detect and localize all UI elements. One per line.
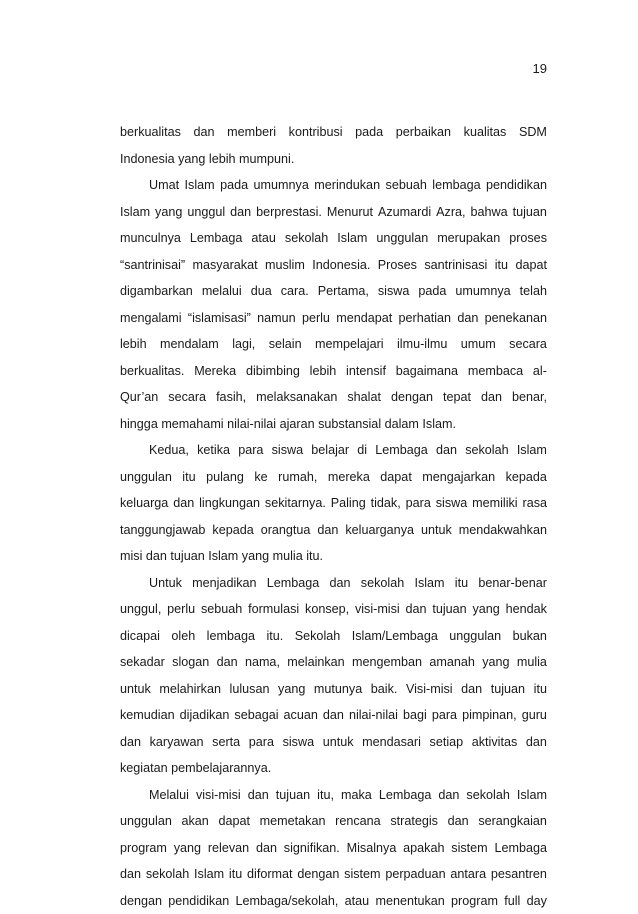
text-line: dan sekolah Islam itu diformat dengan sistem perpaduan antara pesantren xyxy=(120,861,547,888)
text-line: Melalui visi-misi dan tujuan itu, maka Lembaga dan sekolah Islam xyxy=(120,782,547,809)
text-line: untuk melahirkan lulusan yang mutunya baik. Visi-misi dan tujuan itu xyxy=(120,676,547,703)
text-line: unggulan itu pulang ke rumah, mereka dapat mengajarkan kepada xyxy=(120,464,547,491)
text-line: berkualitas dan memberi kontribusi pada perbaikan kualitas SDM xyxy=(120,119,547,146)
text-line: Umat Islam pada umumnya merindukan sebuah lembaga pendidikan xyxy=(120,172,547,199)
text-line: Untuk menjadikan Lembaga dan sekolah Islam itu benar-benar xyxy=(120,570,547,597)
text-line: kegiatan pembelajarannya. xyxy=(120,755,547,782)
text-line: mengalami “islamisasi” namun perlu mendapat perhatian dan penekanan xyxy=(120,305,547,332)
text-line: unggulan akan dapat memetakan rencana strategis dan serangkaian xyxy=(120,808,547,835)
text-line: Indonesia yang lebih mumpuni. xyxy=(120,146,547,173)
text-line: Kedua, ketika para siswa belajar di Lembaga dan sekolah Islam xyxy=(120,437,547,464)
page-number: 19 xyxy=(533,61,547,77)
text-line: sekadar slogan dan nama, melainkan mengemban amanah yang mulia xyxy=(120,649,547,676)
text-line: Qur’an secara fasih, melaksanakan shalat dengan tepat dan benar, xyxy=(120,384,547,411)
text-line: misi dan tujuan Islam yang mulia itu. xyxy=(120,543,547,570)
text-line: keluarga dan lingkungan sekitarnya. Paling tidak, para siswa memiliki rasa xyxy=(120,490,547,517)
text-line: dicapai oleh lembaga itu. Sekolah Islam/Lembaga unggulan bukan xyxy=(120,623,547,650)
text-line: tanggungjawab kepada orangtua dan keluarganya untuk mendakwahkan xyxy=(120,517,547,544)
text-line: munculnya Lembaga atau sekolah Islam unggulan merupakan proses xyxy=(120,225,547,252)
text-line: berkualitas. Mereka dibimbing lebih intensif bagaimana membaca al- xyxy=(120,358,547,385)
text-line: digambarkan melalui dua cara. Pertama, siswa pada umumnya telah xyxy=(120,278,547,305)
text-line: dan karyawan serta para siswa untuk mendasari setiap aktivitas dan xyxy=(120,729,547,756)
text-line: kemudian dijadikan sebagai acuan dan nilai-nilai bagi para pimpinan, guru xyxy=(120,702,547,729)
text-line: dengan pendidikan Lembaga/sekolah, atau menentukan program full day xyxy=(120,888,547,914)
text-line: “santrinisai” masyarakat muslim Indonesia. Proses santrinisasi itu dapat xyxy=(120,252,547,279)
text-line: program yang relevan dan signifikan. Misalnya apakah sistem Lembaga xyxy=(120,835,547,862)
text-line: hingga memahami nilai-nilai ajaran substansial dalam Islam. xyxy=(120,411,547,438)
text-line: unggul, perlu sebuah formulasi konsep, visi-misi dan tujuan yang hendak xyxy=(120,596,547,623)
text-line: lebih mendalam lagi, selain mempelajari ilmu-ilmu umum secara xyxy=(120,331,547,358)
body-text xyxy=(120,119,547,914)
text-line: Islam yang unggul dan berprestasi. Menurut Azumardi Azra, bahwa tujuan xyxy=(120,199,547,226)
